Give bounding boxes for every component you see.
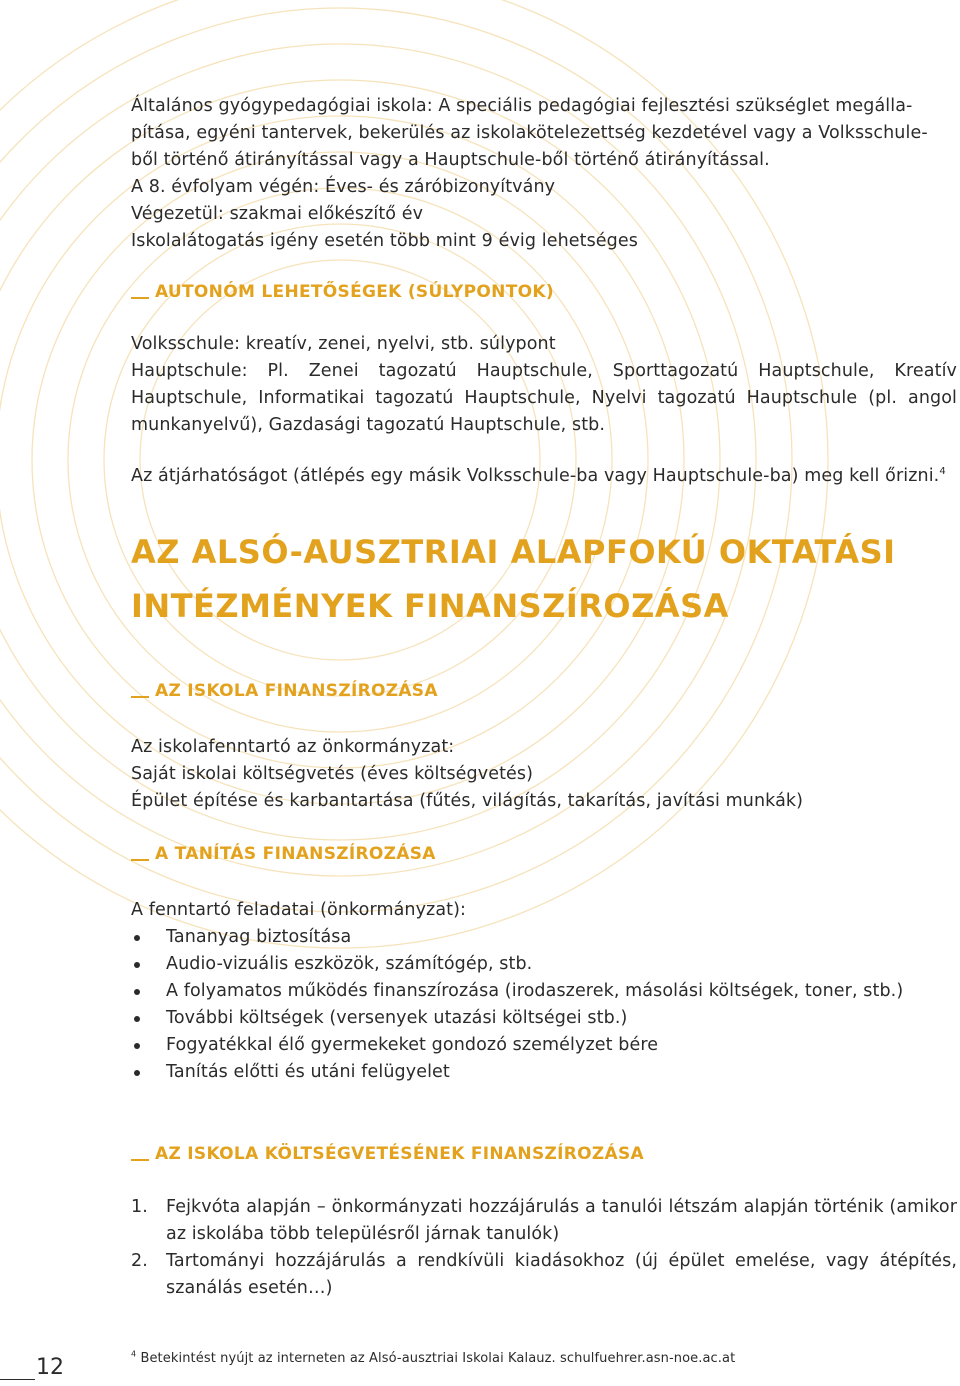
intro-line: ből történő átirányítással vagy a Hauptschule-ből történő átirányítással. xyxy=(131,150,770,170)
intro-line: Végezetül: szakmai előkészítő év xyxy=(131,204,424,224)
heading-dash xyxy=(131,696,149,698)
page-number: 12 xyxy=(0,1355,64,1383)
heading-dash xyxy=(131,1159,149,1161)
list-item: Tanítás előtti és utáni felügyelet xyxy=(131,1059,957,1086)
list-number: 1. xyxy=(131,1197,148,1217)
footnote-ref: 4 xyxy=(939,466,946,478)
intro-line: Iskolalátogatás igény esetén több mint 9 évig lehetséges xyxy=(131,231,638,251)
tanitas-fin-heading: A TANÍTÁS FINANSZÍROZÁSA xyxy=(131,841,957,868)
main-heading xyxy=(131,525,957,633)
list-item: A folyamatos működés finanszírozása (irodaszerek, másolási költségek, toner, stb.) xyxy=(131,978,957,1005)
list-number: 2. xyxy=(131,1251,148,1271)
koltsegvetes-fin-heading: AZ ISKOLA KÖLTSÉGVETÉSÉNEK FINANSZÍROZÁSA xyxy=(131,1141,957,1168)
footnote-number: 4 xyxy=(131,1349,137,1359)
intro-section xyxy=(131,93,957,255)
list-item: 2. Tartományi hozzájárulás a rendkívüli kiadásokhoz (új épület emelése, vagy átépítés, szanálás esetén…) xyxy=(131,1248,957,1302)
iskola-fin-line: Saját iskolai költségvetés (éves költségvetés) xyxy=(131,764,534,784)
koltsegvetes-fin-section xyxy=(131,1194,957,1302)
list-item: Audio-vizuális eszközök, számítógép, stb. xyxy=(131,951,957,978)
hauptschule-text: Hauptschule: Pl. Zenei tagozatú Hauptschule, Sporttagozatú Hauptschule, Kreatív Hauptschule, Informatikai tagozatú Hauptschule, Nyelvi tagozatú Hauptschule (pl. angol munkanyelvű), Gazdasági tagozatú Hauptschule, stb. xyxy=(131,361,957,435)
iskola-fin-heading: AZ ISKOLA FINANSZÍROZÁSA xyxy=(131,678,957,705)
list-item: További költségek (versenyek utazási költségei stb.) xyxy=(131,1005,957,1032)
iskola-fin-line: Az iskolafenntartó az önkormányzat: xyxy=(131,737,455,757)
iskola-fin-section xyxy=(131,734,957,815)
tanitas-fin-section xyxy=(131,897,957,1086)
intro-line: Általános gyógypedagógiai iskola: A speciális pedagógiai fejlesztési szükséglet megálla- xyxy=(131,96,913,116)
koltsegvetes-fin-list xyxy=(131,1194,957,1302)
iskola-fin-line: Épület építése és karbantartása (fűtés, világítás, takarítás, javítási munkák) xyxy=(131,791,804,811)
page-number-rule xyxy=(0,1379,35,1380)
list-item: Fogyatékkal élő gyermekeket gondozó személyzet bére xyxy=(131,1032,957,1059)
autonom-heading: AUTONÓM LEHETŐSÉGEK (SÚLYPONTOK) xyxy=(131,279,957,306)
heading-dash xyxy=(131,859,149,861)
heading-dash xyxy=(131,297,149,299)
intro-line: A 8. évfolyam végén: Éves- és záróbizonyítvány xyxy=(131,177,556,197)
list-item: Tananyag biztosítása xyxy=(131,924,957,951)
atjarhatosag-text: Az átjárhatóságot (átlépés egy másik Volksschule-ba vagy Hauptschule-ba) meg kell őrizni.$^4$ xyxy=(131,466,946,486)
volksschule-text: Volksschule: kreatív, zenei, nyelvi, stb. súlypont xyxy=(131,334,556,354)
main-heading-line: INTÉZMÉNYEK FINANSZÍROZÁSA xyxy=(131,587,729,625)
intro-line: pítása, egyéni tantervek, bekerülés az iskolakötelezettség kezdetével vagy a Volksschule- xyxy=(131,123,928,143)
footnote: $^4$ Betekintést nyújt az interneten az Alsó-ausztriai Iskolai Kalauz. schulfuehrer.asn-noe.ac.at xyxy=(131,1349,736,1366)
main-heading-line: AZ ALSÓ-AUSZTRIAI ALAPFOKÚ OKTATÁSI xyxy=(131,533,896,571)
tanitas-fin-intro: A fenntartó feladatai (önkormányzat): xyxy=(131,900,467,920)
autonom-section xyxy=(131,331,957,490)
page-content xyxy=(131,93,957,1302)
list-item: 1. Fejkvóta alapján – önkormányzati hozzájárulás a tanulói létszám alapján történik (amikor az iskolába több településről járnak tanulók) xyxy=(131,1194,957,1248)
tanitas-fin-list xyxy=(131,924,957,1086)
